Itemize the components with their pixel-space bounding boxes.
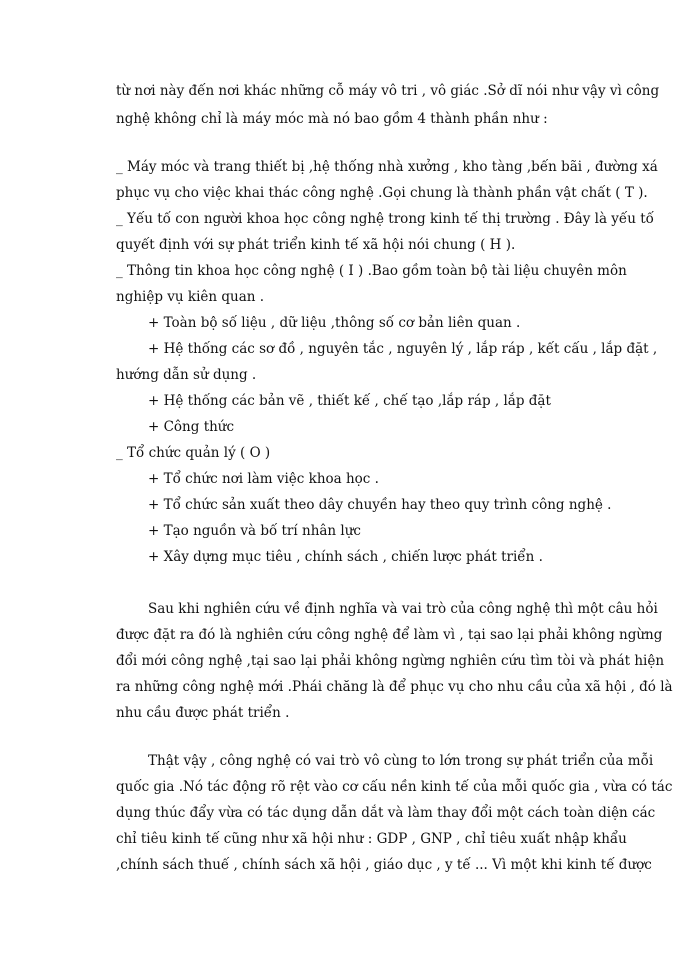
paragraph-line: được đặt ra đó là nghiên cứu công nghệ để làm vì , tại sao lại phải không ngừng	[116, 627, 663, 643]
sub-list-item: + Tạo nguồn và bố trí nhân lực	[148, 523, 361, 539]
sub-list-item: + Hệ thống các sơ đồ , nguyên tắc , nguyên lý , lắp ráp , kết cấu , lắp đặt ,	[148, 341, 658, 357]
paragraph-line: dụng thúc đẩy vừa có tác dụng dẫn dắt và làm thay đổi một cách toàn diện các	[116, 805, 656, 821]
sub-list-item: + Công thức	[148, 419, 235, 435]
paragraph-line: nghiệp vụ kiên quan .	[116, 289, 265, 305]
sub-list-item: + Tổ chức nơi làm việc khoa học .	[148, 471, 379, 487]
paragraph-line: nhu cầu được phát triển .	[116, 705, 290, 721]
paragraph-line: quyết định với sự phát triển kinh tế xã hội nói chung ( H ).	[116, 237, 516, 253]
paragraph-first-line: Sau khi nghiên cứu về định nghĩa và vai trò của công nghệ thì một câu hỏi	[148, 601, 658, 617]
sub-list-item: + Toàn bộ số liệu , dữ liệu ,thông số cơ bản liên quan .	[148, 315, 521, 331]
paragraph-line: ra những công nghệ mới .Phái chăng là để phục vụ cho nhu cầu của xã hội , đó là	[116, 679, 673, 695]
paragraph-line: nghệ không chỉ là máy móc mà nó bao gồm 4 thành phần như :	[116, 111, 548, 127]
sub-list-item: + Hệ thống các bản vẽ , thiết kế , chế tạo ,lắp ráp , lắp đặt	[148, 393, 551, 409]
paragraph-line: quốc gia .Nó tác động rõ rệt vào cơ cấu nền kinh tế của mỗi quốc gia , vừa có tác	[116, 779, 673, 795]
paragraph-line: phục vụ cho việc khai thác công nghệ .Gọi chung là thành phần vật chất ( T ).	[116, 185, 648, 201]
list-item-material: _ Máy móc và trang thiết bị ,hệ thống nhà xưởng , kho tàng ,bến bãi , đường xá	[116, 159, 658, 175]
list-item-information: _ Thông tin khoa học công nghệ ( I ) .Bao gồm toàn bộ tài liệu chuyên môn	[116, 263, 627, 279]
paragraph-line: chỉ tiêu kinh tế cũng như xã hội như : GDP , GNP , chỉ tiêu xuất nhập khẩu	[116, 831, 627, 847]
paragraph-line: đổi mới công nghệ ,tại sao lại phải không ngừng nghiên cứu tìm tòi và phát hiện	[116, 653, 665, 669]
list-item-human: _ Yếu tố con người khoa học công nghệ trong kinh tế thị trường . Đây là yếu tố	[116, 211, 654, 227]
paragraph-line: từ nơi này đến nơi khác những cỗ máy vô tri , vô giác .Sở dĩ nói như vậy vì công	[116, 83, 660, 99]
sub-list-item: + Xây dựng mục tiêu , chính sách , chiến lược phát triển .	[148, 549, 543, 565]
paragraph-line: hướng dẫn sử dụng .	[116, 367, 257, 383]
list-item-organization: _ Tổ chức quản lý ( O )	[116, 445, 271, 461]
paragraph-first-line: Thật vậy , công nghệ có vai trò vô cùng to lớn trong sự phát triển của mỗi	[148, 753, 654, 769]
sub-list-item: + Tổ chức sản xuất theo dây chuyền hay theo quy trình công nghệ .	[148, 497, 612, 513]
paragraph-line: ,chính sách thuế , chính sách xã hội , giáo dục , y tế ... Vì một khi kinh tế được	[116, 857, 652, 873]
